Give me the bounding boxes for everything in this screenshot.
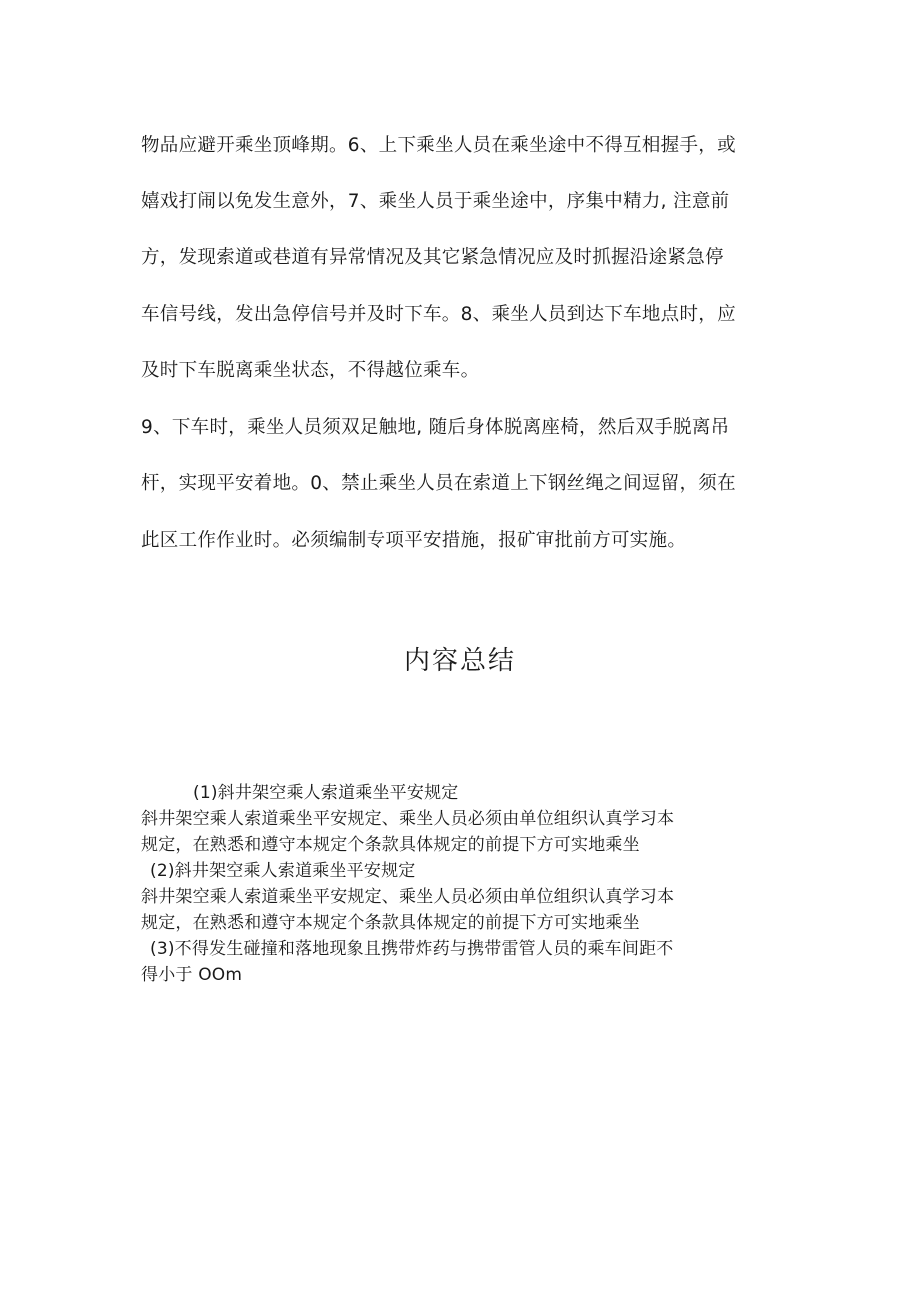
body-line: 此区工作作业时。必须编制专项平安措施，报矿审批前方可实施。 xyxy=(141,530,687,551)
body-line: 及时下车脱离乘坐状态，不得越位乘车。 xyxy=(141,360,480,381)
body-line: 9、下车时，乘坐人员须双足触地, 随后身体脱离座椅，然后双手脱离吊 xyxy=(141,417,730,438)
summary-line: 得小于 OOm xyxy=(141,965,243,985)
summary-line: 规定，在熟悉和遵守本规定个条款具体规定的前提下方可实地乘坐 xyxy=(141,835,640,855)
summary-line: 斜井架空乘人索道乘坐平安规定、乘坐人员必须由单位组织认真学习本 xyxy=(141,809,675,829)
summary-line: (3)不得发生碰撞和落地现象且携带炸药与携带雷管人员的乘车间距不 xyxy=(150,939,674,959)
body-line: 杆，实现平安着地。0、禁止乘坐人员在索道上下钢丝绳之间逗留，须在 xyxy=(141,473,736,494)
summary-line: 规定，在熟悉和遵守本规定个条款具体规定的前提下方可实地乘坐 xyxy=(141,913,640,933)
body-line: 嬉戏打闹以免发生意外，7、乘坐人员于乘坐途中，序集中精力, 注意前 xyxy=(141,191,730,212)
summary-line: (2)斜井架空乘人索道乘坐平安规定 xyxy=(150,861,416,881)
body-line: 方，发现索道或巷道有异常情况及其它紧急情况应及时抓握沿途紧急停 xyxy=(141,247,724,268)
body-line: 车信号线，发出急停信号并及时下车。8、乘坐人员到达下车地点时，应 xyxy=(141,304,736,325)
summary-line: 斜井架空乘人索道乘坐平安规定、乘坐人员必须由单位组织认真学习本 xyxy=(141,887,675,907)
body-line: 物品应避开乘坐顶峰期。6、上下乘坐人员在乘坐途中不得互相握手，或 xyxy=(141,135,736,156)
summary-title: 内容总结 xyxy=(403,646,516,676)
summary-line: (1)斜井架空乘人索道乘坐平安规定 xyxy=(193,783,459,803)
